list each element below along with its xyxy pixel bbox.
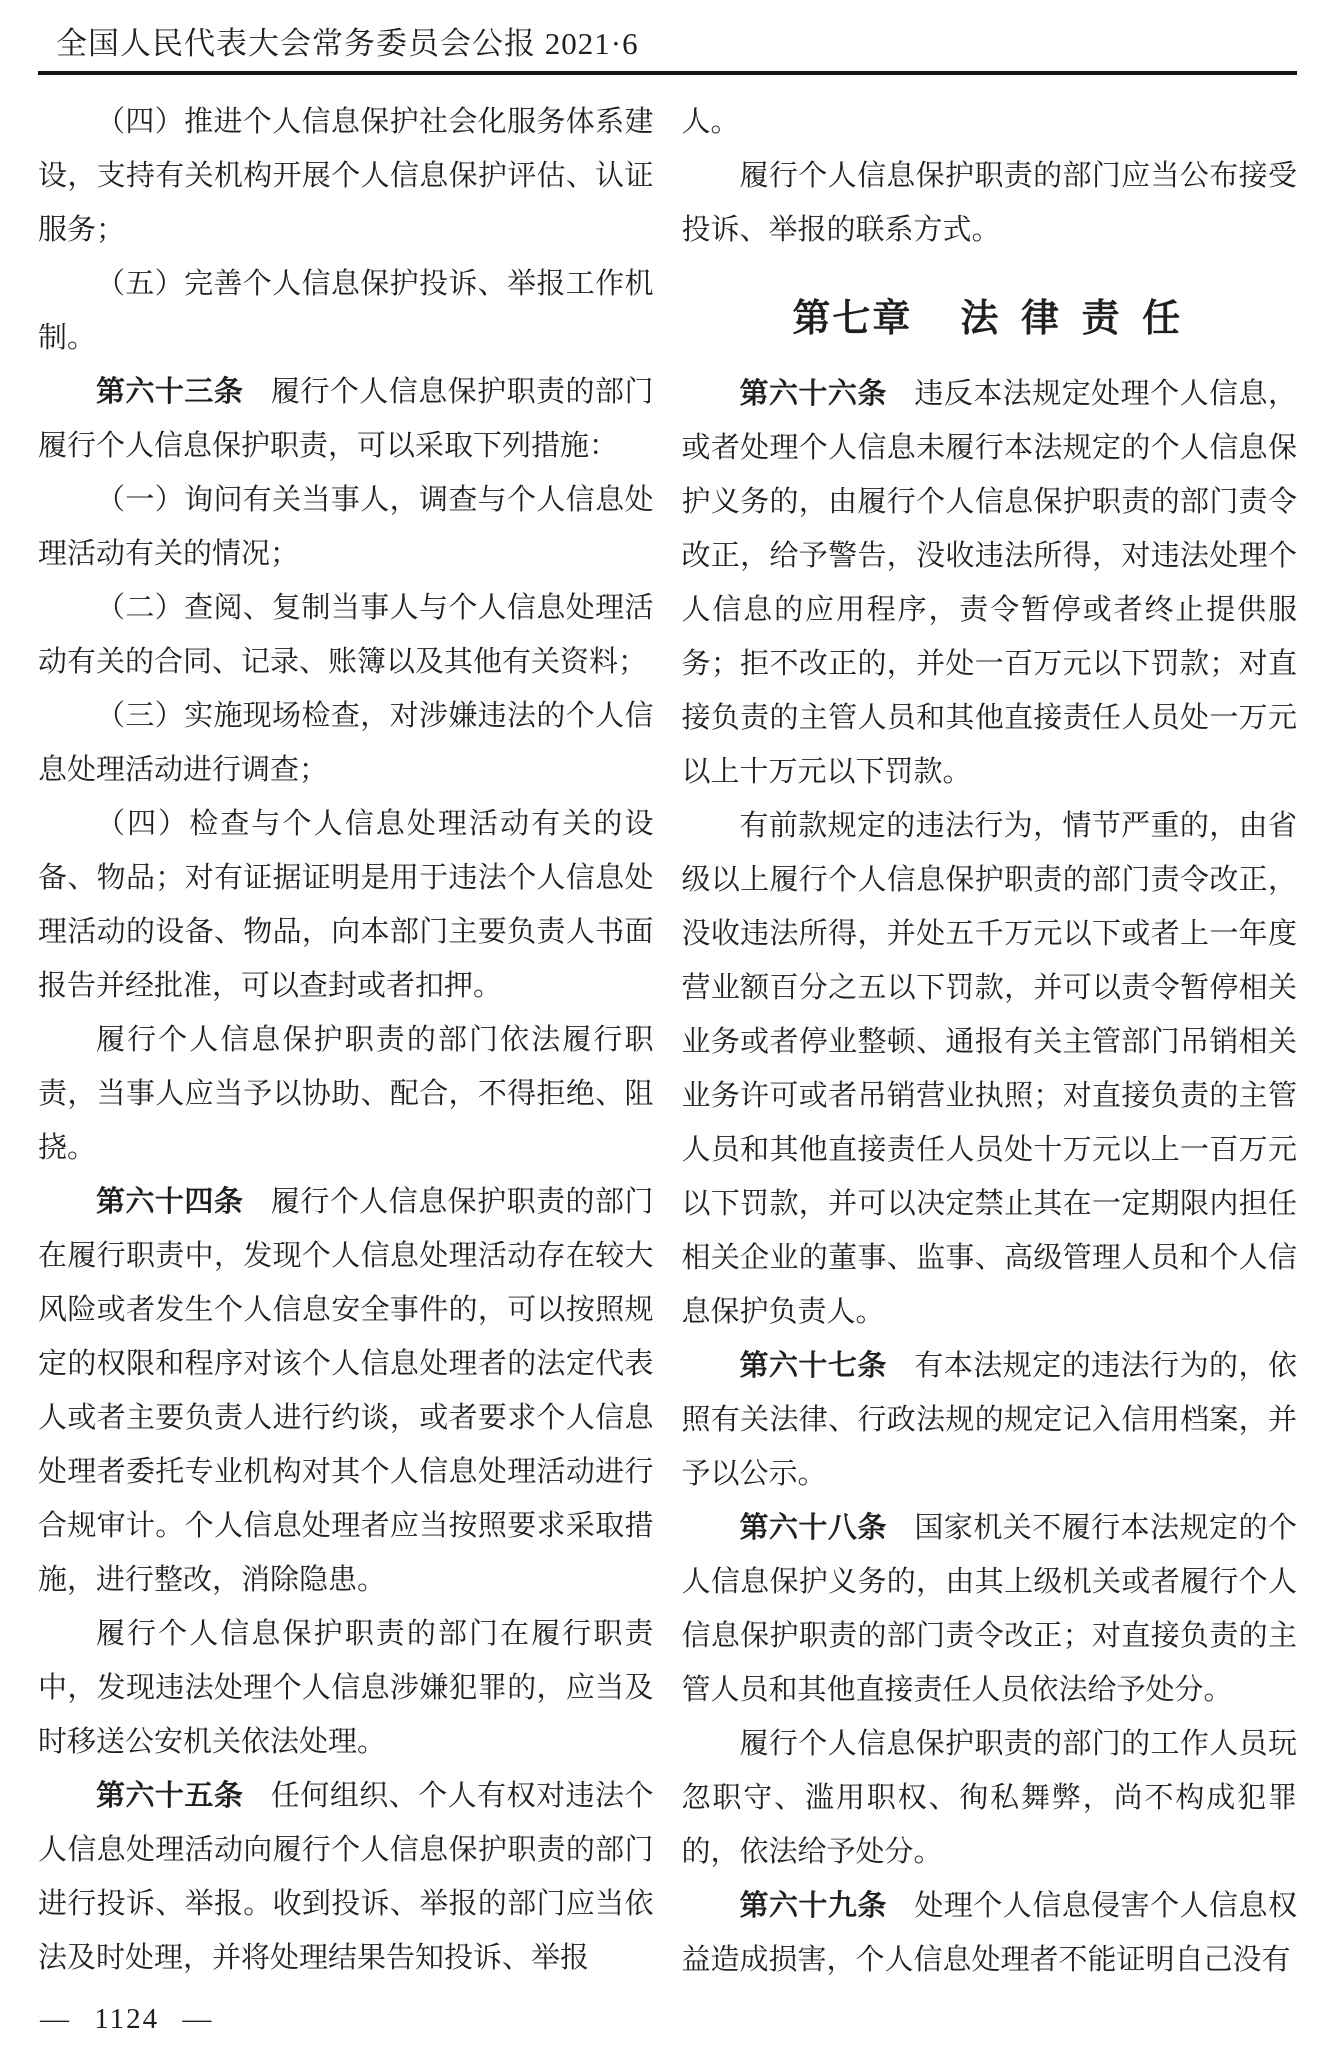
page-number: — 1124 —: [40, 2003, 214, 2035]
article-number: 第六十三条: [96, 376, 244, 408]
body-paragraph: [38, 1013, 654, 1175]
body-paragraph: [682, 1879, 1298, 1987]
paragraph-text: 处理个人信息侵害个人信息权益造成损害，个人信息处理者不能证明自己没有: [681, 1890, 1297, 1976]
paragraph-text: （三）实施现场检查，对涉嫌违法的个人信息处理活动进行调查；: [38, 700, 654, 786]
body-paragraph: [38, 1769, 654, 1985]
paragraph-text: 有前款规定的违法行为，情节严重的，由省级以上履行个人信息保护职责的部门责令改正，没收违法所得，并处五千万元以下或者上一年度营业额百分之五以下罚款，并可以责令暂停相关业务或者停业整顿、通报有关主管部门吊销相关业务许可或者吊销营业执照；对直接负责的主管人员和其他直接责任人员处十万元以上一百万元以下罚款，并可以决定禁止其在一定期限内担任相关企业的董事、监事、高级管理人员和个人信息保护负责人。: [681, 810, 1297, 1328]
body-paragraph: [38, 1607, 654, 1769]
paragraph-text: （四）检查与个人信息处理活动有关的设备、物品；对有证据证明是用于违法个人信息处理活动的设备、物品，向本部门主要负责人书面报告并经批准，可以查封或者扣押。: [38, 808, 654, 1002]
paragraph-text: 有本法规定的违法行为的，依照有关法律、行政法规的规定记入信用档案，并予以公示。: [681, 1350, 1297, 1490]
body-paragraph: [38, 95, 654, 257]
paragraph-text: （一）询问有关当事人，调查与个人信息处理活动有关的情况；: [38, 484, 654, 570]
article-number: 第六十六条: [739, 378, 887, 410]
body-paragraph: [38, 581, 654, 689]
body-paragraph: [682, 1501, 1298, 1717]
article-number: 第六十四条: [96, 1186, 244, 1218]
body-paragraph: [682, 149, 1298, 257]
paragraph-text: 履行个人信息保护职责的部门在履行职责中，发现个人信息处理活动存在较大风险或者发生个人信息安全事件的，可以按照规定的权限和程序对该个人信息处理者的法定代表人或者主要负责人进行约谈，或者要求个人信息处理者委托专业机构对其个人信息处理活动进行合规审计。个人信息处理者应当按照要求采取措施，进行整改，消除隐患。: [38, 1186, 654, 1596]
body-paragraph: [682, 1339, 1298, 1501]
header-rule: [38, 71, 1297, 75]
bulletin-title: 全国人民代表大会常务委员会公报 2021·6: [56, 26, 639, 61]
chapter-number: 第七章: [792, 298, 913, 340]
right-column: [682, 95, 1298, 1987]
body-paragraph: [38, 1175, 654, 1607]
body-paragraph: [38, 797, 654, 1013]
paragraph-text: 人。: [681, 106, 740, 138]
paragraph-text: （五）完善个人信息保护投诉、举报工作机制。: [38, 268, 654, 354]
left-column: [38, 95, 654, 1987]
article-number: 第六十八条: [739, 1512, 887, 1544]
page-footer: [40, 1999, 213, 2039]
paragraph-text: 履行个人信息保护职责的部门履行个人信息保护职责，可以采取下列措施：: [38, 376, 654, 462]
paragraph-text: 违反本法规定处理个人信息，或者处理个人信息未履行本法规定的个人信息保护义务的，由履行个人信息保护职责的部门责令改正，给予警告，没收违法所得，对违法处理个人信息的应用程序，责令暂停或者终止提供服务；拒不改正的，并处一百万元以下罚款；对直接负责的主管人员和其他直接责任人员处一万元以上十万元以下罚款。: [681, 378, 1297, 788]
body-paragraph: [682, 1717, 1298, 1879]
page-header: [38, 0, 1297, 64]
chapter-heading: [682, 271, 1298, 367]
paragraph-text: （四）推进个人信息保护社会化服务体系建设，支持有关机构开展个人信息保护评估、认证服务；: [38, 106, 654, 246]
paragraph-text: （二）查阅、复制当事人与个人信息处理活动有关的合同、记录、账簿以及其他有关资料；: [38, 592, 654, 678]
body-paragraph: [38, 257, 654, 365]
paragraph-text: 履行个人信息保护职责的部门依法履行职责，当事人应当予以协助、配合，不得拒绝、阻挠。: [38, 1024, 654, 1164]
body-paragraph-continuation: [682, 95, 1298, 149]
article-number: 第六十五条: [96, 1780, 244, 1812]
paragraph-text: 履行个人信息保护职责的部门应当公布接受投诉、举报的联系方式。: [681, 160, 1297, 246]
content-columns: [38, 95, 1297, 1987]
paragraph-text: 履行个人信息保护职责的部门的工作人员玩忽职守、滥用职权、徇私舞弊，尚不构成犯罪的，依法给予处分。: [681, 1728, 1297, 1868]
body-paragraph: [682, 799, 1298, 1339]
body-paragraph: [38, 473, 654, 581]
paragraph-text: 履行个人信息保护职责的部门在履行职责中，发现违法处理个人信息涉嫌犯罪的，应当及时移送公安机关依法处理。: [38, 1618, 654, 1758]
body-paragraph: [38, 689, 654, 797]
paragraph-text: 任何组织、个人有权对违法个人信息处理活动向履行个人信息保护职责的部门进行投诉、举报。收到投诉、举报的部门应当依法及时处理，并将处理结果告知投诉、举报: [38, 1780, 654, 1974]
paragraph-text: 国家机关不履行本法规定的个人信息保护义务的，由其上级机关或者履行个人信息保护职责的部门责令改正；对直接负责的主管人员和其他直接责任人员依法给予处分。: [681, 1512, 1297, 1706]
article-number: 第六十七条: [739, 1350, 887, 1382]
body-paragraph: [682, 367, 1298, 799]
body-paragraph: [38, 365, 654, 473]
chapter-title: 法 律 责 任: [960, 298, 1187, 340]
article-number: 第六十九条: [739, 1890, 887, 1922]
